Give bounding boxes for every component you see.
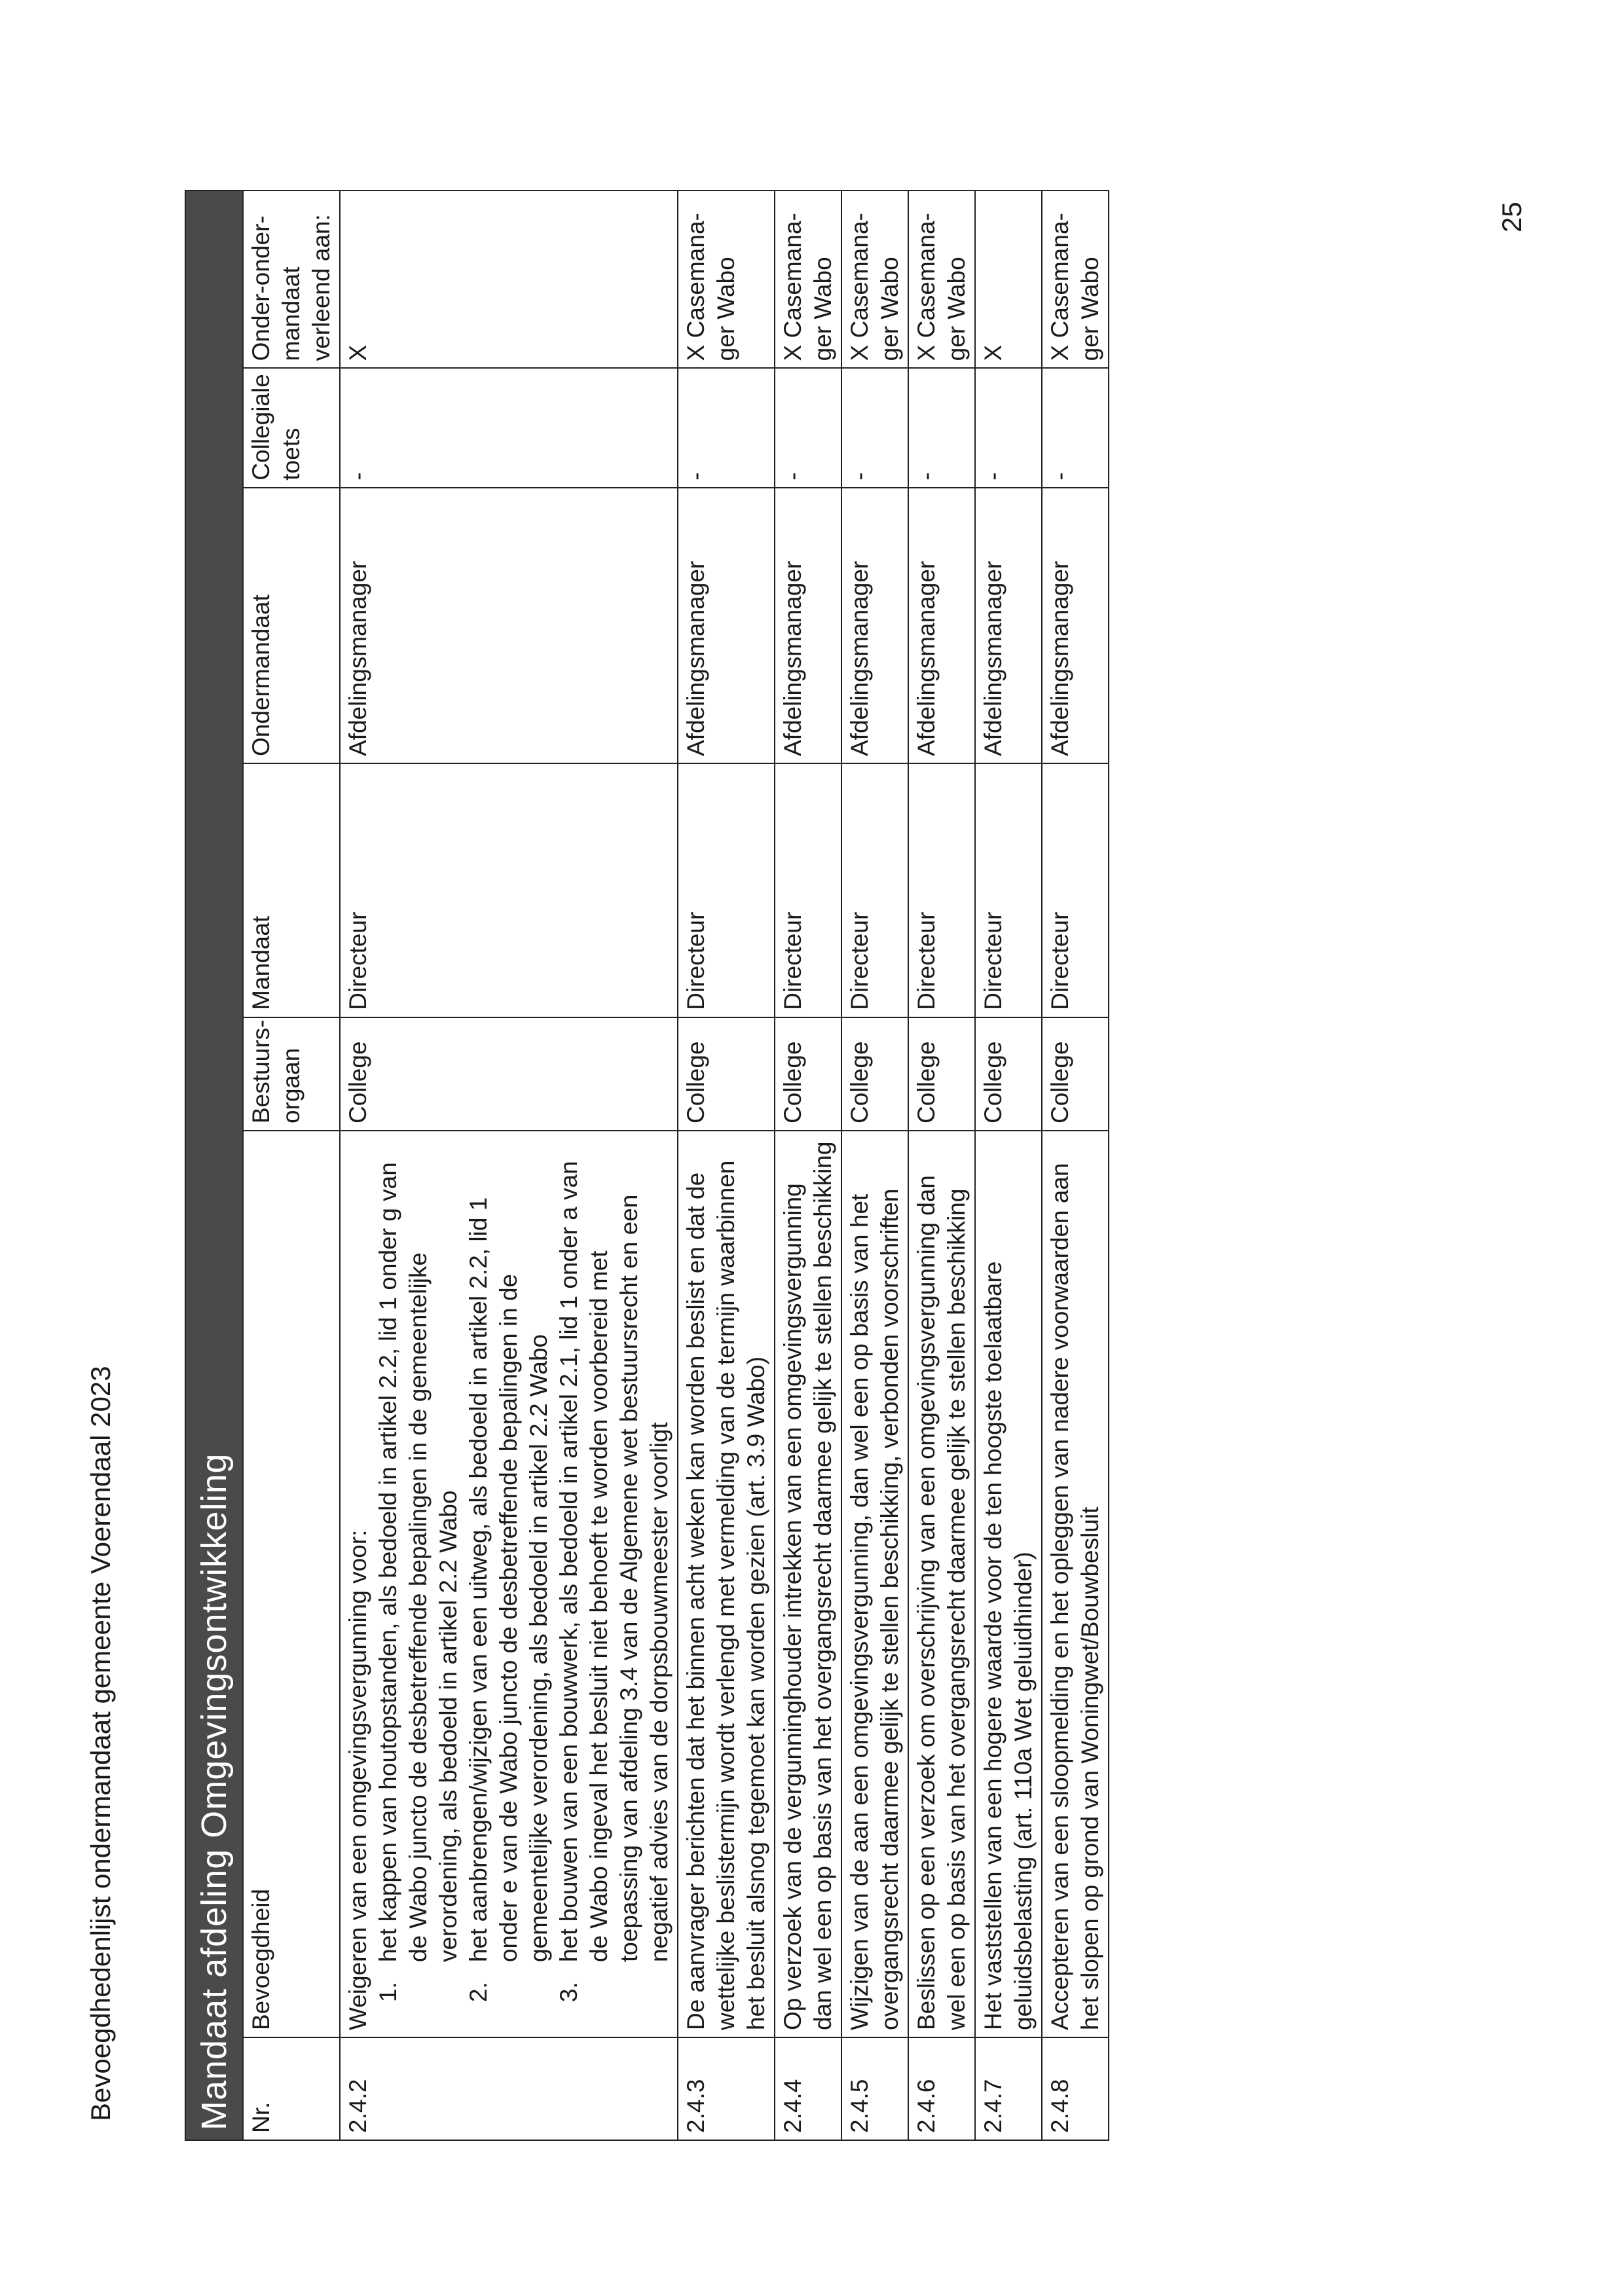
column-header-onder-ondermandaat: Onder-onder-mandaat verleend aan: <box>243 191 340 368</box>
row-ondermandaat: Afdelingsmanager <box>1042 488 1109 763</box>
row-nr: 2.4.4 <box>775 2037 841 2140</box>
row-bevoegdheid: Op verzoek van de vergunninghouder intrekken van een omgevingsvergunning dan wel een op basis van het overgangsrecht daarmee gelijk te stellen beschikking <box>775 1131 841 2037</box>
row-collegiale-toets: - <box>775 368 841 487</box>
list-item: 1. het kappen van houtopstanden, als bedoeld in artikel 2.2, lid 1 onder g van de Wabo juncto de desbetreffende bepalingen in de gemeentelijke verordening, als bedoeld in artikel 2.2 Wabo <box>373 1138 464 1975</box>
section-title-row <box>185 191 243 2140</box>
section-title: Mandaat afdeling Omgevingsontwikkeling <box>185 191 243 2140</box>
row-ondermandaat: Afdelingsmanager <box>908 488 975 763</box>
row-mandaat: Directeur <box>775 763 841 1017</box>
row-collegiale-toets: - <box>678 368 775 487</box>
row-ondermandaat: Afdelingsmanager <box>678 488 775 763</box>
bevoegdheid-sublist <box>373 1138 674 2030</box>
column-header-collegiale-toets: Collegiale toets <box>243 368 340 487</box>
row-bestuursorgaan: College <box>841 1017 908 1131</box>
row-bevoegdheid: Accepteren van een sloopmelding en het opleggen van nadere voorwaarden aan het slopen op grond van Woningwet/Bouwbesluit <box>1042 1131 1109 2037</box>
row-bevoegdheid: Beslissen op een verzoek om overschrijving van een omgevingsvergunning dan wel een op basis van het overgangsrecht daarmee gelijk te stellen beschikking <box>908 1131 975 2037</box>
list-item: 2. het aanbrengen/wijzigen van een uitweg, als bedoeld in artikel 2.2, lid 1 onder e van de Wabo juncto de desbetreffende bepalingen in de gemeentelijke verordening, als bedoeld in artikel 2.2 Wabo <box>464 1138 554 1975</box>
row-ondermandaat: Afdelingsmanager <box>841 488 908 763</box>
row-mandaat: Directeur <box>841 763 908 1017</box>
row-onder-ondermandaat: X Casemana-ger Wabo <box>775 191 841 368</box>
row-mandaat: Directeur <box>1042 763 1109 1017</box>
column-header-bevoegdheid: Bevoegdheid <box>243 1131 340 2037</box>
row-bestuursorgaan: College <box>775 1017 841 1131</box>
table-row <box>775 191 841 2140</box>
row-nr: 2.4.6 <box>908 2037 975 2140</box>
row-mandaat: Directeur <box>340 763 678 1017</box>
row-collegiale-toets: - <box>1042 368 1109 487</box>
row-onder-ondermandaat: X Casemana-ger Wabo <box>841 191 908 368</box>
row-bevoegdheid: De aanvrager berichten dat het binnen acht weken kan worden beslist en dat de wettelijke beslistermijn wordt verlengd met vermelding van de termijn waarbinnen het besluit alsnog tegemoet kan worden gezien (art. 3.9 Wabo) <box>678 1131 775 2037</box>
column-header-bestuursorgaan: Bestuurs-orgaan <box>243 1017 340 1131</box>
table-row <box>678 191 775 2140</box>
row-collegiale-toets: - <box>340 368 678 487</box>
column-header-ondermandaat: Ondermandaat <box>243 488 340 763</box>
row-nr: 2.4.3 <box>678 2037 775 2140</box>
row-onder-ondermandaat: X Casemana-ger Wabo <box>1042 191 1109 368</box>
table-row <box>1042 191 1109 2140</box>
row-onder-ondermandaat: X Casemana-ger Wabo <box>908 191 975 368</box>
row-bevoegdheid: Het vaststellen van een hogere waarde voor de ten hoogste toelaatbare geluidsbelasting (art. 110a Wet geluidhinder) <box>975 1131 1042 2037</box>
table-row <box>340 191 678 2140</box>
page-number: 25 <box>1496 202 1527 232</box>
list-item: 3. het bouwen van een bouwwerk, als bedoeld in artikel 2.1, lid 1 onder a van de Wabo ingeval het besluit niet behoeft te worden voorbereid met toepassing van afdeling 3.4 van de Algemene wet bestuursrecht en een negatief advies van de dorpsbouwmeester voorligt <box>554 1138 674 1975</box>
row-bestuursorgaan: College <box>908 1017 975 1131</box>
row-onder-ondermandaat: X <box>975 191 1042 368</box>
rotated-table-container <box>185 190 1367 2141</box>
row-bevoegdheid <box>340 1131 678 2037</box>
row-ondermandaat: Afdelingsmanager <box>975 488 1042 763</box>
row-nr: 2.4.7 <box>975 2037 1042 2140</box>
row-bestuursorgaan: College <box>340 1017 678 1131</box>
row-collegiale-toets: - <box>841 368 908 487</box>
table-row <box>908 191 975 2140</box>
row-mandaat: Directeur <box>678 763 775 1017</box>
row-mandaat: Directeur <box>908 763 975 1017</box>
row-bestuursorgaan: College <box>678 1017 775 1131</box>
bevoegdheid-intro: Weigeren van een omgevingsvergunning voor: <box>344 1529 371 2031</box>
row-collegiale-toets: - <box>975 368 1042 487</box>
row-bevoegdheid: Wijzigen van de aan een omgevingsvergunning, dan wel een op basis van het overgangsrecht daarmee gelijk te stellen beschikking, verbonden voorschriften <box>841 1131 908 2037</box>
row-collegiale-toets: - <box>908 368 975 487</box>
row-onder-ondermandaat: X Casemana-ger Wabo <box>678 191 775 368</box>
row-bestuursorgaan: College <box>1042 1017 1109 1131</box>
table-row <box>841 191 908 2140</box>
row-nr: 2.4.2 <box>340 2037 678 2140</box>
column-header-mandaat: Mandaat <box>243 763 340 1017</box>
row-ondermandaat: Afdelingsmanager <box>775 488 841 763</box>
row-ondermandaat: Afdelingsmanager <box>340 488 678 763</box>
table-row <box>975 191 1042 2140</box>
row-mandaat: Directeur <box>975 763 1042 1017</box>
document-header: Bevoegdhedenlijst ondermandaat gemeente Voerendaal 2023 <box>85 1366 116 2121</box>
column-header-row <box>243 191 340 2140</box>
row-nr: 2.4.5 <box>841 2037 908 2140</box>
row-onder-ondermandaat: X <box>340 191 678 368</box>
column-header-nr: Nr. <box>243 2037 340 2140</box>
row-bestuursorgaan: College <box>975 1017 1042 1131</box>
row-nr: 2.4.8 <box>1042 2037 1109 2140</box>
mandate-table <box>185 190 1109 2141</box>
